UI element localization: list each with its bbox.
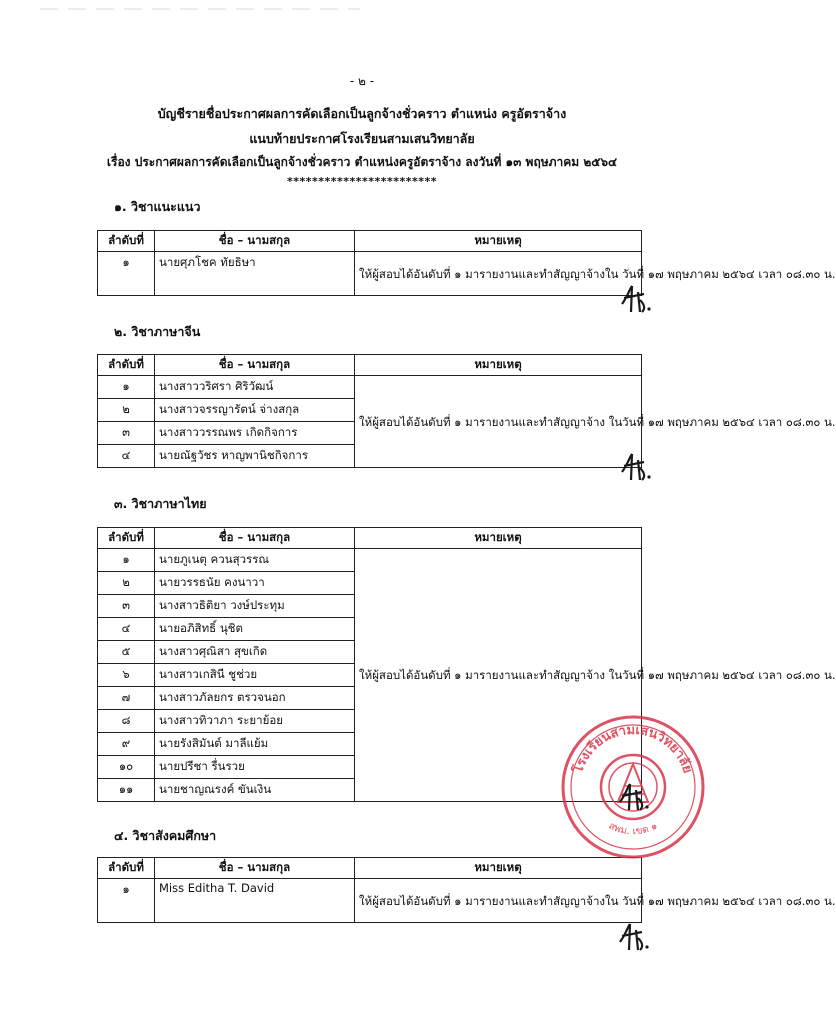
- row-remark: ให้ผู้สอบได้อันดับที่ ๑ มารายงานและทำสัญญาจ้างใน วันที่ ๑๗ พฤษภาคม ๒๕๖๔ เวลา ๐๘.๓๐ น.: [355, 879, 642, 923]
- row-name: นางสาวภัลยกร ตรวจนอก: [155, 687, 355, 710]
- col-header-name: ชื่อ – นามสกุล: [155, 355, 355, 376]
- row-no: ๔: [98, 445, 155, 468]
- svg-text:สพม. เขต ๑: [607, 821, 660, 838]
- table-header-row: [98, 231, 642, 252]
- row-no: ๙: [98, 733, 155, 756]
- row-name: นายรังสิมันต์ มาลีแย้ม: [155, 733, 355, 756]
- row-name: นางสาวเกสินี ชูช่วย: [155, 664, 355, 687]
- row-name: นายวรรธนัย คงนาวา: [155, 572, 355, 595]
- page-number: - ๒ -: [349, 74, 375, 88]
- row-no: ๑๑: [98, 779, 155, 802]
- table-header-row: [98, 355, 642, 376]
- row-name: นางสาวศุณิสา สุขเกิด: [155, 641, 355, 664]
- col-header-name: ชื่อ – นามสกุล: [155, 231, 355, 252]
- row-no: ๑: [98, 879, 155, 923]
- table-guidance: [97, 230, 836, 296]
- row-name: นายศุภโชค ทัยธิษา: [155, 252, 355, 296]
- row-remark: ให้ผู้สอบได้อันดับที่ ๑ มารายงานและทำสัญญาจ้าง ในวันที่ ๑๗ พฤษภาคม ๒๕๖๔ เวลา ๐๘.๓๐ น.: [355, 549, 642, 802]
- row-remark: ให้ผู้สอบได้อันดับที่ ๑ มารายงานและทำสัญญาจ้างใน วันที่ ๑๗ พฤษภาคม ๒๕๖๔ เวลา ๐๘.๓๐ น.: [355, 252, 642, 296]
- row-no: ๗: [98, 687, 155, 710]
- stamp-text-top: โรงเรียนสามเสนวิทยาลัย: [571, 722, 695, 776]
- row-name: นางสาวธิติยา วงษ์ประทุม: [155, 595, 355, 618]
- section-title-thai: ๓. วิชาภาษาไทย: [114, 496, 207, 511]
- row-no: ๘: [98, 710, 155, 733]
- section-title-social-studies: ๔. วิชาสังคมศึกษา: [114, 828, 217, 843]
- signature-initials: [618, 282, 652, 318]
- row-name: นางสาวทิวาภา ระยาย้อย: [155, 710, 355, 733]
- table-row: [98, 376, 642, 399]
- heading-line-1: บัญชีรายชื่อประกาศผลการคัดเลือกเป็นลูกจ้างชั่วคราว ตำแหน่ง ครูอัตราจ้าง: [157, 106, 567, 121]
- table-row: [98, 879, 642, 923]
- row-name: นางสาววรรณพร เกิดกิจการ: [155, 422, 355, 445]
- section-title-chinese: ๒. วิชาภาษาจีน: [114, 324, 201, 339]
- section-title-guidance: ๑. วิชาแนะแนว: [114, 199, 201, 214]
- col-header-name: ชื่อ – นามสกุล: [155, 858, 355, 879]
- row-no: ๑: [98, 376, 155, 399]
- row-no: ๓: [98, 595, 155, 618]
- stamp-text-bottom: สพม. เขต ๑: [606, 820, 660, 838]
- col-header-no: ลำดับที่: [98, 231, 155, 252]
- row-name: Miss Editha T. David: [155, 879, 355, 923]
- heading-line-2: แนบท้ายประกาศโรงเรียนสามเสนวิทยาลัย: [249, 131, 475, 146]
- col-header-no: ลำดับที่: [98, 528, 155, 549]
- scan-top-edge: [0, 0, 724, 8]
- table-chinese: [97, 354, 836, 468]
- heading-stars: ************************: [286, 175, 438, 188]
- col-header-remark: หมายเหตุ: [355, 858, 642, 879]
- row-no: ๑๐: [98, 756, 155, 779]
- row-name: นางสาววริศรา ศิริวัฒน์: [155, 376, 355, 399]
- col-header-no: ลำดับที่: [98, 355, 155, 376]
- signature-initials: [618, 450, 652, 486]
- heading-line-3: เรื่อง ประกาศผลการคัดเลือกเป็นลูกจ้างชั่วคราว ตำแหน่งครูอัตราจ้าง ลงวันที่ ๑๓ พฤษภาคม ๒๕๖๔: [106, 155, 618, 169]
- row-no: ๑: [98, 549, 155, 572]
- table-row: [98, 549, 642, 572]
- col-header-remark: หมายเหตุ: [355, 528, 642, 549]
- table-header-row: [98, 528, 642, 549]
- row-name: นายอภิสิทธิ์ นุชิต: [155, 618, 355, 641]
- signature-initials: [616, 920, 650, 956]
- row-no: ๒: [98, 572, 155, 595]
- row-name: นายปรีชา รื่นรวย: [155, 756, 355, 779]
- table-row: [98, 252, 642, 296]
- row-name: นายภูเนตุ ควนสุวรรณ: [155, 549, 355, 572]
- col-header-remark: หมายเหตุ: [355, 231, 642, 252]
- row-no: ๓: [98, 422, 155, 445]
- row-name: นางสาวจรรญารัตน์ จ่างสกุล: [155, 399, 355, 422]
- row-no: ๑: [98, 252, 155, 296]
- col-header-name: ชื่อ – นามสกุล: [155, 528, 355, 549]
- row-no: ๕: [98, 641, 155, 664]
- row-name: นายณัฐวัชร หาญพานิชกิจการ: [155, 445, 355, 468]
- col-header-remark: หมายเหตุ: [355, 355, 642, 376]
- row-no: ๒: [98, 399, 155, 422]
- row-name: นายชาญณรงค์ ขันเงิน: [155, 779, 355, 802]
- row-no: ๔: [98, 618, 155, 641]
- signature-initials: [616, 780, 650, 816]
- col-header-no: ลำดับที่: [98, 858, 155, 879]
- table-social-studies: [97, 857, 836, 923]
- row-no: ๖: [98, 664, 155, 687]
- row-remark: ให้ผู้สอบได้อันดับที่ ๑ มารายงานและทำสัญญาจ้าง ในวันที่ ๑๗ พฤษภาคม ๒๕๖๔ เวลา ๐๘.๓๐ น.: [355, 376, 642, 468]
